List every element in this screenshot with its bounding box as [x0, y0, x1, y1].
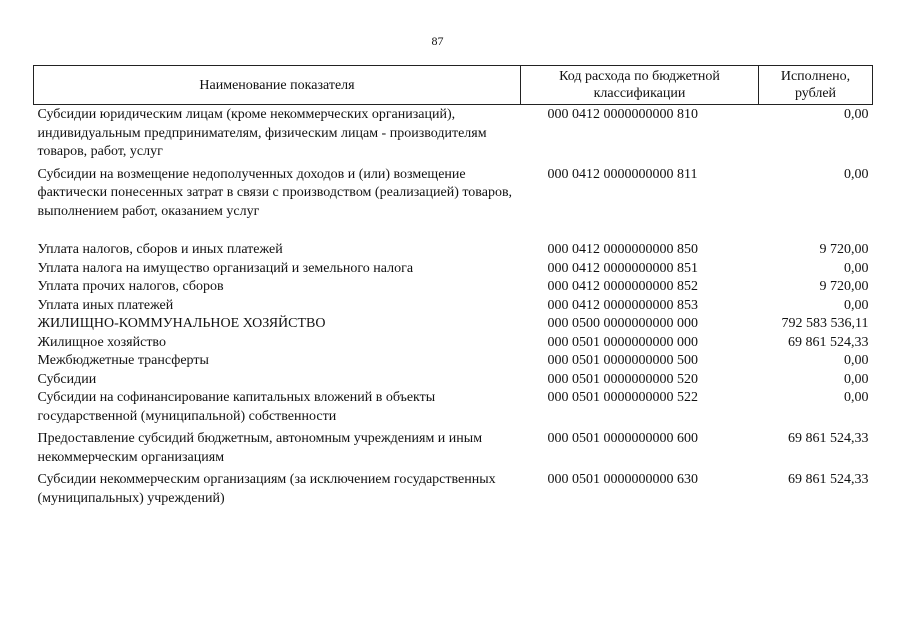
table-row: [34, 166, 873, 242]
row-code: 000 0412 0000000000 853: [547, 297, 698, 313]
row-amount: 69 861 524,33: [788, 431, 869, 446]
row-amount: 0,00: [844, 371, 869, 387]
table-row: [34, 297, 873, 316]
row-name: Уплата налога на имущество организаций и земельного налога: [37, 260, 414, 276]
row-name: Межбюджетные трансферты: [37, 353, 209, 368]
row-amount: 69 861 524,33: [788, 472, 869, 487]
row-amount: 0,00: [844, 260, 869, 276]
row-name: Предоставление субсидий бюджетным, автономным учреждениям и иным некоммерческим организациям: [37, 431, 483, 465]
row-code: 000 0501 0000000000 600: [547, 431, 698, 446]
header-expense-code: Код расхода по бюджетной классификации: [521, 66, 759, 105]
row-code: 000 0501 0000000000 630: [547, 472, 698, 487]
table-row: [34, 430, 873, 471]
row-name: Субсидии юридическим лицам (кроме некоммерческих организаций), индивидуальным предпринимателям, физическим лицам - производителям товаров, работ, услуг: [37, 107, 487, 159]
row-amount: 0,00: [844, 166, 869, 182]
row-name: Субсидии: [37, 371, 97, 387]
row-code: 000 0412 0000000000 850: [547, 242, 698, 257]
header-executed-amount: Исполнено, рублей: [759, 66, 873, 105]
table-row: [34, 105, 873, 166]
table-row: [34, 471, 873, 508]
table-row: [34, 334, 873, 353]
row-amount: 9 720,00: [819, 279, 869, 294]
page-number: 87: [431, 34, 444, 48]
table-row: [34, 371, 873, 390]
row-amount: 792 583 536,11: [781, 316, 869, 331]
row-amount: 0,00: [844, 353, 869, 368]
row-code: 000 0412 0000000000 852: [547, 279, 698, 294]
row-amount: 9 720,00: [819, 242, 869, 257]
table-row: [34, 260, 873, 279]
header-indicator-name: Наименование показателя: [34, 66, 521, 105]
row-name: Уплата прочих налогов, сборов: [37, 279, 224, 294]
row-amount: 0,00: [844, 390, 869, 405]
row-code: 000 0501 0000000000 520: [547, 371, 698, 387]
table-row: [34, 278, 873, 297]
table-row: [34, 389, 873, 430]
row-name: Субсидии на возмещение недополученных доходов и (или) возмещение фактически понесенных затрат в связи с производством (реализацией) товаров, выполнением работ, оказанием услуг: [37, 166, 513, 219]
row-name: Субсидии некоммерческим организациям (за исключением государственных (муниципальных) учреждений): [37, 472, 496, 506]
row-name: Уплата иных платежей: [37, 297, 174, 313]
row-code: 000 0412 0000000000 811: [547, 166, 698, 182]
row-code: 000 0501 0000000000 522: [547, 390, 698, 405]
row-name: Субсидии на софинансирование капитальных вложений в объекты государственной (муниципальной) собственности: [37, 390, 436, 424]
row-amount: 0,00: [844, 107, 869, 122]
row-name: Жилищное хозяйство: [37, 334, 166, 350]
row-code: 000 0412 0000000000 851: [547, 260, 698, 276]
row-name: Уплата налогов, сборов и иных платежей: [37, 242, 283, 257]
table-row: [34, 315, 873, 334]
budget-execution-table: [33, 65, 873, 508]
table-header-row: [34, 66, 873, 105]
row-code: 000 0501 0000000000 500: [547, 353, 698, 368]
table-row: [34, 352, 873, 371]
row-code: 000 0500 0000000000 000: [547, 316, 698, 331]
row-amount: 0,00: [844, 297, 869, 313]
row-code: 000 0501 0000000000 000: [547, 334, 698, 350]
row-amount: 69 861 524,33: [788, 334, 869, 350]
table-row: [34, 241, 873, 260]
row-name: ЖИЛИЩНО-КОММУНАЛЬНОЕ ХОЗЯЙСТВО: [37, 316, 326, 331]
row-code: 000 0412 0000000000 810: [547, 107, 698, 122]
